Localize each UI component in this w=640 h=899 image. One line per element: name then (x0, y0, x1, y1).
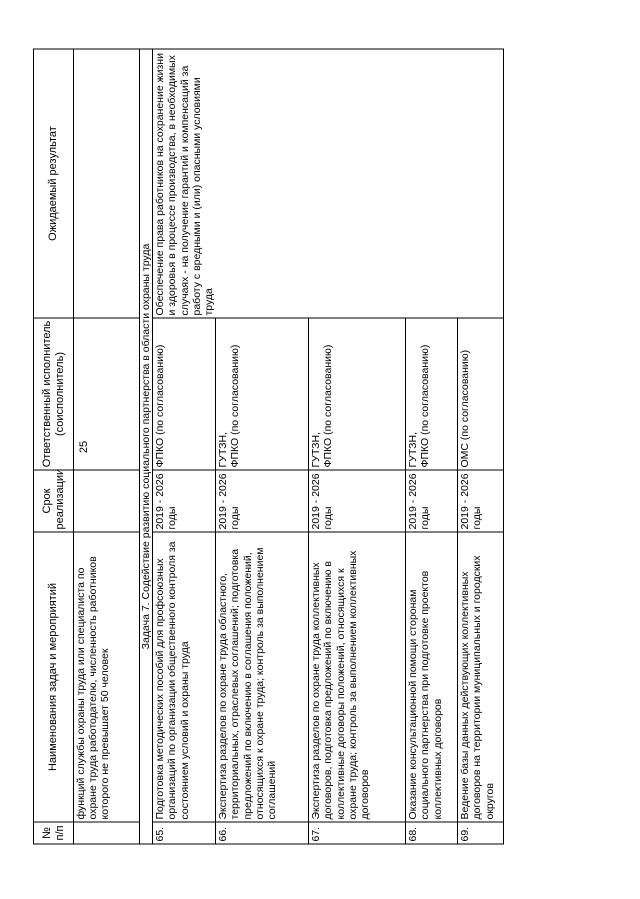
row-name: Подготовка методических пособий для профсоюзных организаций по организации общественного контроля за состоянием условий и охраны труда (153, 532, 216, 822)
header-term: Срок реализации (34, 470, 74, 532)
row-term: 2019 - 2026 годы (406, 470, 458, 532)
page-number: 25 (78, 440, 91, 454)
row-name: Ведение базы данных действующих коллективных договоров на территории муниципальных и городских округов (458, 532, 504, 822)
row-term-empty (74, 470, 140, 532)
section-row (140, 49, 153, 844)
plan-table (33, 49, 504, 845)
row-executor-empty (74, 318, 140, 470)
row-name: Оказание консультационной помощи сторонам социального партнерства при подготовке проектов коллективных договоров (406, 532, 458, 822)
row-executor: ФПКО (по согласованию) (153, 318, 216, 470)
row-term: 2019 - 2026 годы (458, 470, 504, 532)
table-row (74, 49, 140, 844)
row-num: 69. (458, 822, 504, 844)
header-name: Наименования задач и мероприятий (34, 532, 74, 822)
row-result-empty (74, 49, 140, 318)
row-num-empty (74, 822, 140, 844)
row-name: Экспертиза разделов по охране труда областного, территориальных, отраслевых соглашений; подготовка предложений по включению в соглашения положений, относящихся к охране труда; контроль за выполнением соглашений (216, 532, 309, 822)
row-name: функций службы охраны труда или специалиста по охране труда работодателю, численность работников которого не превышает 50 человек (74, 532, 140, 822)
header-row (34, 49, 74, 844)
row-term: 2019 - 2026 годы (309, 470, 406, 532)
header-num: № п/п (34, 822, 74, 844)
row-num: 67. (309, 822, 406, 844)
row-term: 2019 - 2026 годы (216, 470, 309, 532)
row-term: 2019 - 2026 годы (153, 470, 216, 532)
header-executor: Ответственный исполнитель (соисполнитель) (34, 318, 74, 470)
row-num: 68. (406, 822, 458, 844)
row-executor: ГУТЗН, ФПКО (по согласованию) (309, 318, 406, 470)
row-name: Экспертиза разделов по охране труда коллективных договоров, подготовка предложений по включению в коллективные договоры положений, относящихся к охране труда; контроль за выполнением коллективных договоров (309, 532, 406, 822)
row-executor: ГУТЗН, ФПКО (по согласованию) (216, 318, 309, 470)
plan-table-rotated (33, 50, 496, 845)
row-num: 65. (153, 822, 216, 844)
header-result: Ожидаемый результат (34, 49, 74, 318)
expected-result: Обеспечение права работников на сохранение жизни и здоровья в процессе производства, в необходимых случаях - на получение гарантий и компенсаций за работу с вредными и (или) опасными условиями труда (153, 49, 504, 318)
section-title: Задача 7. Содействие развитию социального партнерства в области охраны труда (140, 49, 153, 844)
row-executor: ГУТЗН, ФПКО (по согласованию) (406, 318, 458, 470)
row-num: 66. (216, 822, 309, 844)
row-executor: ОМС (по согласованию) (458, 318, 504, 470)
table-row (153, 49, 216, 844)
